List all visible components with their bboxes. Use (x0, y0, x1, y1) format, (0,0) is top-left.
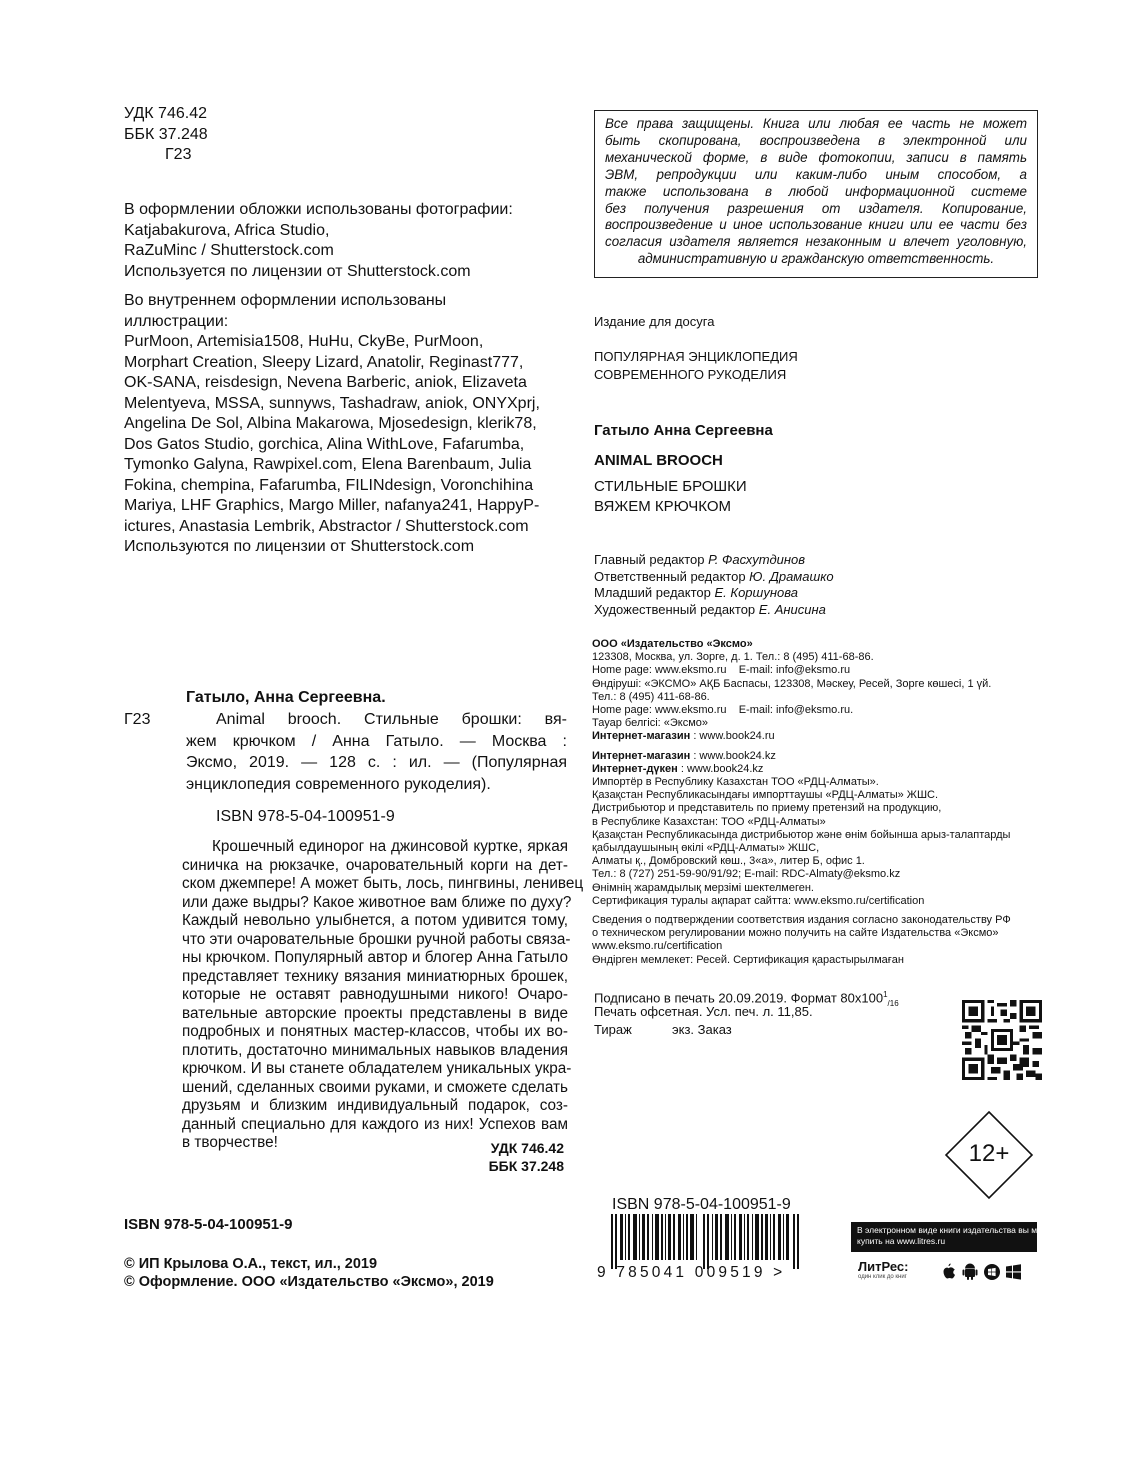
bibliographic-record (186, 709, 567, 795)
bibliographic-code: Г23 (124, 711, 151, 728)
publisher-line: Алматы қ., Домбровский көш., 3«а», литер Б, офис 1. (592, 855, 865, 868)
credit-line: Во внутреннем оформлении использованы (124, 292, 447, 309)
credit-line: Melentyeva, MSSA, sunnyws, Tashadraw, aniok, ONYXprj, (124, 394, 540, 412)
publisher-line: Тел.: 8 (495) 411-68-86. (592, 690, 710, 703)
cert-line: www.eksmo.ru/certification (592, 940, 723, 953)
publisher-line: Өндіруші: «ЭКСМО» АҚБ Баспасы, 123308, Мәскеу, Ресей, Зорге көшесі, 1 үй. (592, 677, 992, 690)
rights-line: воспроизведение и иное использование книги или ее части без (605, 217, 1027, 233)
copyright-text: © ИП Крылова О.А., текст, ил., 2019 (124, 1256, 378, 1272)
credit-line: PurMoon, Artemisia1508, HuHu, CkyBe, PurMoon, (124, 333, 484, 350)
annotation-line: представляет технику вязания миниатюрных брошек, (182, 967, 568, 985)
apple-icon (944, 1264, 955, 1279)
credit-line: Используются по лицензии от Shutterstock.com (124, 538, 475, 555)
credit-line: OK-SANA, reisdesign, Nevena Barberic, aniok, Elizaveta (124, 374, 527, 391)
credit-line: Morphart Creation, Sleepy Lizard, Anatolir, Reginast777, (124, 353, 524, 371)
annotation-line: которые не оставят равнодушными никого! Очаро- (182, 986, 568, 1003)
litres-tagline: один клик до книг (858, 1274, 907, 1280)
publisher-line: 123308, Москва, ул. Зорге, д. 1. Тел.: 8 (495) 411-68-86. (592, 651, 874, 664)
credit-line: Angelina De Sol, Albina Makarowa, Mjosedesign, klerik78, (124, 415, 537, 432)
credit-line: Tymonko Galyna, Rawpixel.com, Elena Barenbaum, Julia (124, 456, 532, 473)
annotation-line: Крошечный единорог на джинсовой куртке, яркая (212, 838, 568, 855)
publisher-line: Дистрибьютор и представитель по приему претензий на продукцию, (592, 802, 942, 815)
rights-line: механической форме, в виде фотокопии, записи в память (605, 149, 1027, 165)
publisher-line: Интернет-магазин : www.book24.kz (592, 749, 776, 762)
print-run-label: Тираж (594, 1022, 632, 1037)
annotation-line: или даже выдры? Какое животное вам ближе по духу? (182, 893, 572, 911)
cert-line: Сведения о подтверждении соответствия издания согласно законодательству РФ (592, 914, 1011, 927)
annotation-line: вательные авторские проекты представлены в виде (182, 1004, 568, 1022)
edition-subtitle-1: СТИЛЬНЫЕ БРОШКИ (594, 478, 747, 495)
edition-title: ANIMAL BROOCH (594, 452, 723, 469)
udk-top: УДК 746.42 (124, 105, 207, 122)
publisher-line: Home page: www.eksmo.ru E-mail: info@eksmo.ru (592, 664, 851, 677)
android-icon (963, 1264, 978, 1281)
rights-line: административную и гражданскую ответственность. (637, 251, 995, 267)
bbk-top: ББК 37.248 (124, 126, 208, 143)
litres-logo: ЛитРес: (858, 1259, 909, 1274)
publisher-line: Интернет-дүкен : www.book24.kz (592, 762, 764, 775)
annotation-line: Каждый невольно улыбнется, а потом удивится тому, (182, 912, 568, 929)
publisher-line: Интернет-магазин : www.book24.ru (592, 730, 775, 743)
print-type: Печать офсетная. Усл. печ. л. 11,85. (594, 1004, 813, 1019)
credit-line: Katjabakurova, Africa Studio, (124, 221, 330, 239)
publisher-info (592, 638, 1011, 967)
publisher-line: қабылдаушының өкілі «РДЦ-Алматы» ЖШС, (592, 842, 820, 855)
editor-line: Ответственный редактор Ю. Драмашко (594, 568, 834, 584)
isbn-barcode (609, 1214, 809, 1269)
cert-line: о техническом регулировании можно получить на сайте Издательства «Эксмо» (592, 927, 999, 940)
publisher-line: Тел.: 8 (727) 251-59-90/91/92; E-mail: RDC-Almaty@eksmo.kz (592, 868, 901, 881)
rights-line: также использована в любой информационной системе (605, 183, 1027, 199)
annotation-line: друзьям и близким индивидуальный подарок, соз- (182, 1097, 568, 1114)
print-signed: Подписано в печать 20.09.2019. Формат $80x100^1_{/16}$ (594, 990, 899, 1008)
bbk-bottom: ББК 37.248 (488, 1158, 564, 1174)
rights-line: без получения разрешения от издателя. Копирование, (605, 200, 1027, 216)
credit-line: Mariya, LHF Graphics, Margo Miller, nafanya241, HappyP- (124, 497, 540, 514)
isbn-bold: ISBN 978-5-04-100951-9 (124, 1216, 293, 1233)
credit-line: ictures, Anastasia Lembrik, Abstractor / Shutterstock.com (124, 517, 529, 535)
annotation-line: ны крючком. Популярный автор и блогер Анна Гатыло (182, 949, 568, 966)
litres-banner-line-2: купить на www.litres.ru (857, 1236, 946, 1246)
barcode-digits: 9 785041 009519 > (597, 1264, 786, 1281)
cert-line: Өндірген мемлекет: Ресей. Сертификация қарастырылмаған (592, 953, 904, 966)
editor-line: Художественный редактор Е. Анисина (594, 601, 826, 617)
windows-icon (1006, 1264, 1021, 1279)
publisher-line: Home page: www.eksmo.ru E-mail: info@eksmo.ru. (592, 704, 854, 717)
publisher-line: Тауар белгісі: «Эксмо» (592, 717, 709, 730)
bibliographic-line: Animal brooch. Стильные брошки: вя- (216, 711, 567, 728)
print-order-label: экз. Заказ (672, 1022, 732, 1037)
editor-line: Младший редактор Е. Коршунова (594, 585, 798, 600)
publisher-line: Қазақстан Республикасындағы импорттаушы «РДЦ-Алматы» ЖШС. (592, 789, 939, 802)
annotation-line: что эти очаровательные брошки ручной работы связа- (182, 930, 571, 948)
credit-line: В оформлении обложки использованы фотографии: (124, 201, 513, 218)
bibliographic-author: Гатыло, Анна Сергеевна. (186, 689, 386, 706)
publisher-line: Сертификация туралы ақпарат сайтта: www.eksmo.ru/certification (592, 894, 925, 907)
annotation (182, 838, 584, 1153)
publisher-line: Импортёр в Республику Казахстан ТОО «РДЦ-Алматы». (592, 776, 879, 789)
annotation-line: шений, сделанных своими руками, и сможете сделать (182, 1078, 568, 1096)
leisure-edition: Издание для досуга (594, 314, 715, 329)
publisher-name: ООО «Издательство «Эксмо» (592, 638, 753, 650)
series-line-2: СОВРЕМЕННОГО РУКОДЕЛИЯ (594, 367, 787, 382)
annotation-line: плотить, достаточно минимальных навыков владения (182, 1041, 568, 1059)
annotation-line: синичка на рюкзачке, очаровательный корги на дет- (182, 856, 568, 874)
annotation-line: подробных и понятных мастер-классов, чтобы их во- (182, 1023, 568, 1040)
bibliographic-line: жем крючком / Анна Гатыло. — Москва : (186, 732, 567, 750)
platform-icons (942, 1262, 1038, 1282)
credit-line: RaZuMinc / Shutterstock.com (124, 242, 334, 259)
annotation-line: в творчестве! (182, 1134, 278, 1151)
bibliographic-line: Эксмо, 2019. — 128 с. : ил. — (Популярная (186, 754, 567, 771)
credit-line: Fokina, chempina, Fafarumba, FILINdesign, Voronchihina (124, 476, 534, 494)
bibliographic-line: энциклопедия современного рукоделия). (186, 775, 491, 793)
age-rating: 12+ (968, 1140, 1010, 1167)
bibliographic-isbn: ISBN 978-5-04-100951-9 (216, 808, 395, 825)
publisher-line: в Республике Казахстан: ТОО «РДЦ-Алматы» (592, 815, 826, 828)
windows-phone-icon (984, 1264, 1000, 1280)
rights-line: ЭВМ, репродукции или каким-либо иным способом, а (605, 166, 1027, 182)
udk-bottom: УДК 746.42 (490, 1140, 564, 1156)
publisher-line: Өнімнің жарамдылық мерзімі шектелмеген. (592, 881, 814, 894)
cover-photo-credits (124, 200, 513, 282)
annotation-line: данный специально для каждого из них! Успехов вам (182, 1115, 568, 1133)
annotation-line: ском джемпере! А может быть, лось, пингвины, ленивец (182, 875, 584, 892)
edition-subtitle-2: ВЯЖЕМ КРЮЧКОМ (594, 498, 731, 515)
litres-banner-line-1: В электронном виде книги издательства вы можете (857, 1225, 1061, 1235)
illustration-credits (124, 291, 540, 558)
editors-list (594, 552, 834, 618)
edition-author: Гатыло Анна Сергеевна (594, 422, 773, 439)
credit-line: иллюстрации: (124, 312, 229, 330)
series-line-1: ПОПУЛЯРНАЯ ЭНЦИКЛОПЕДИЯ (594, 349, 798, 364)
author-sign-top: Г23 (165, 146, 192, 163)
barcode-isbn: ISBN 978-5-04-100951-9 (612, 1196, 791, 1213)
annotation-line: крючком. И вы станете обладателем уникальных укра- (182, 1060, 572, 1077)
credit-line: Dos Gatos Studio, gorchica, Alina WithLove, Fafarumba, (124, 435, 525, 453)
litres-banner (851, 1222, 1061, 1252)
rights-line: быть скопирована, воспроизведена в электронной или (605, 132, 1027, 148)
publisher-line: Қазақстан Республикасында дистрибьютор және өнім бойынша арыз-талаптарды (592, 828, 1011, 841)
copyright-design: © Оформление. ООО «Издательство «Эксмо», 2019 (124, 1274, 494, 1290)
credit-line: Используется по лицензии от Shutterstock.com (124, 262, 471, 280)
rights-line: Все права защищены. Книга или любая ее часть не может (605, 116, 1027, 131)
qr-code (962, 1000, 1042, 1080)
rights-line: согласия издателя является незаконным и влечет уголовную, (605, 234, 1027, 250)
rights-notice-box (594, 110, 1038, 278)
editor-line: Главный редактор Р. Фасхутдинов (594, 552, 806, 567)
